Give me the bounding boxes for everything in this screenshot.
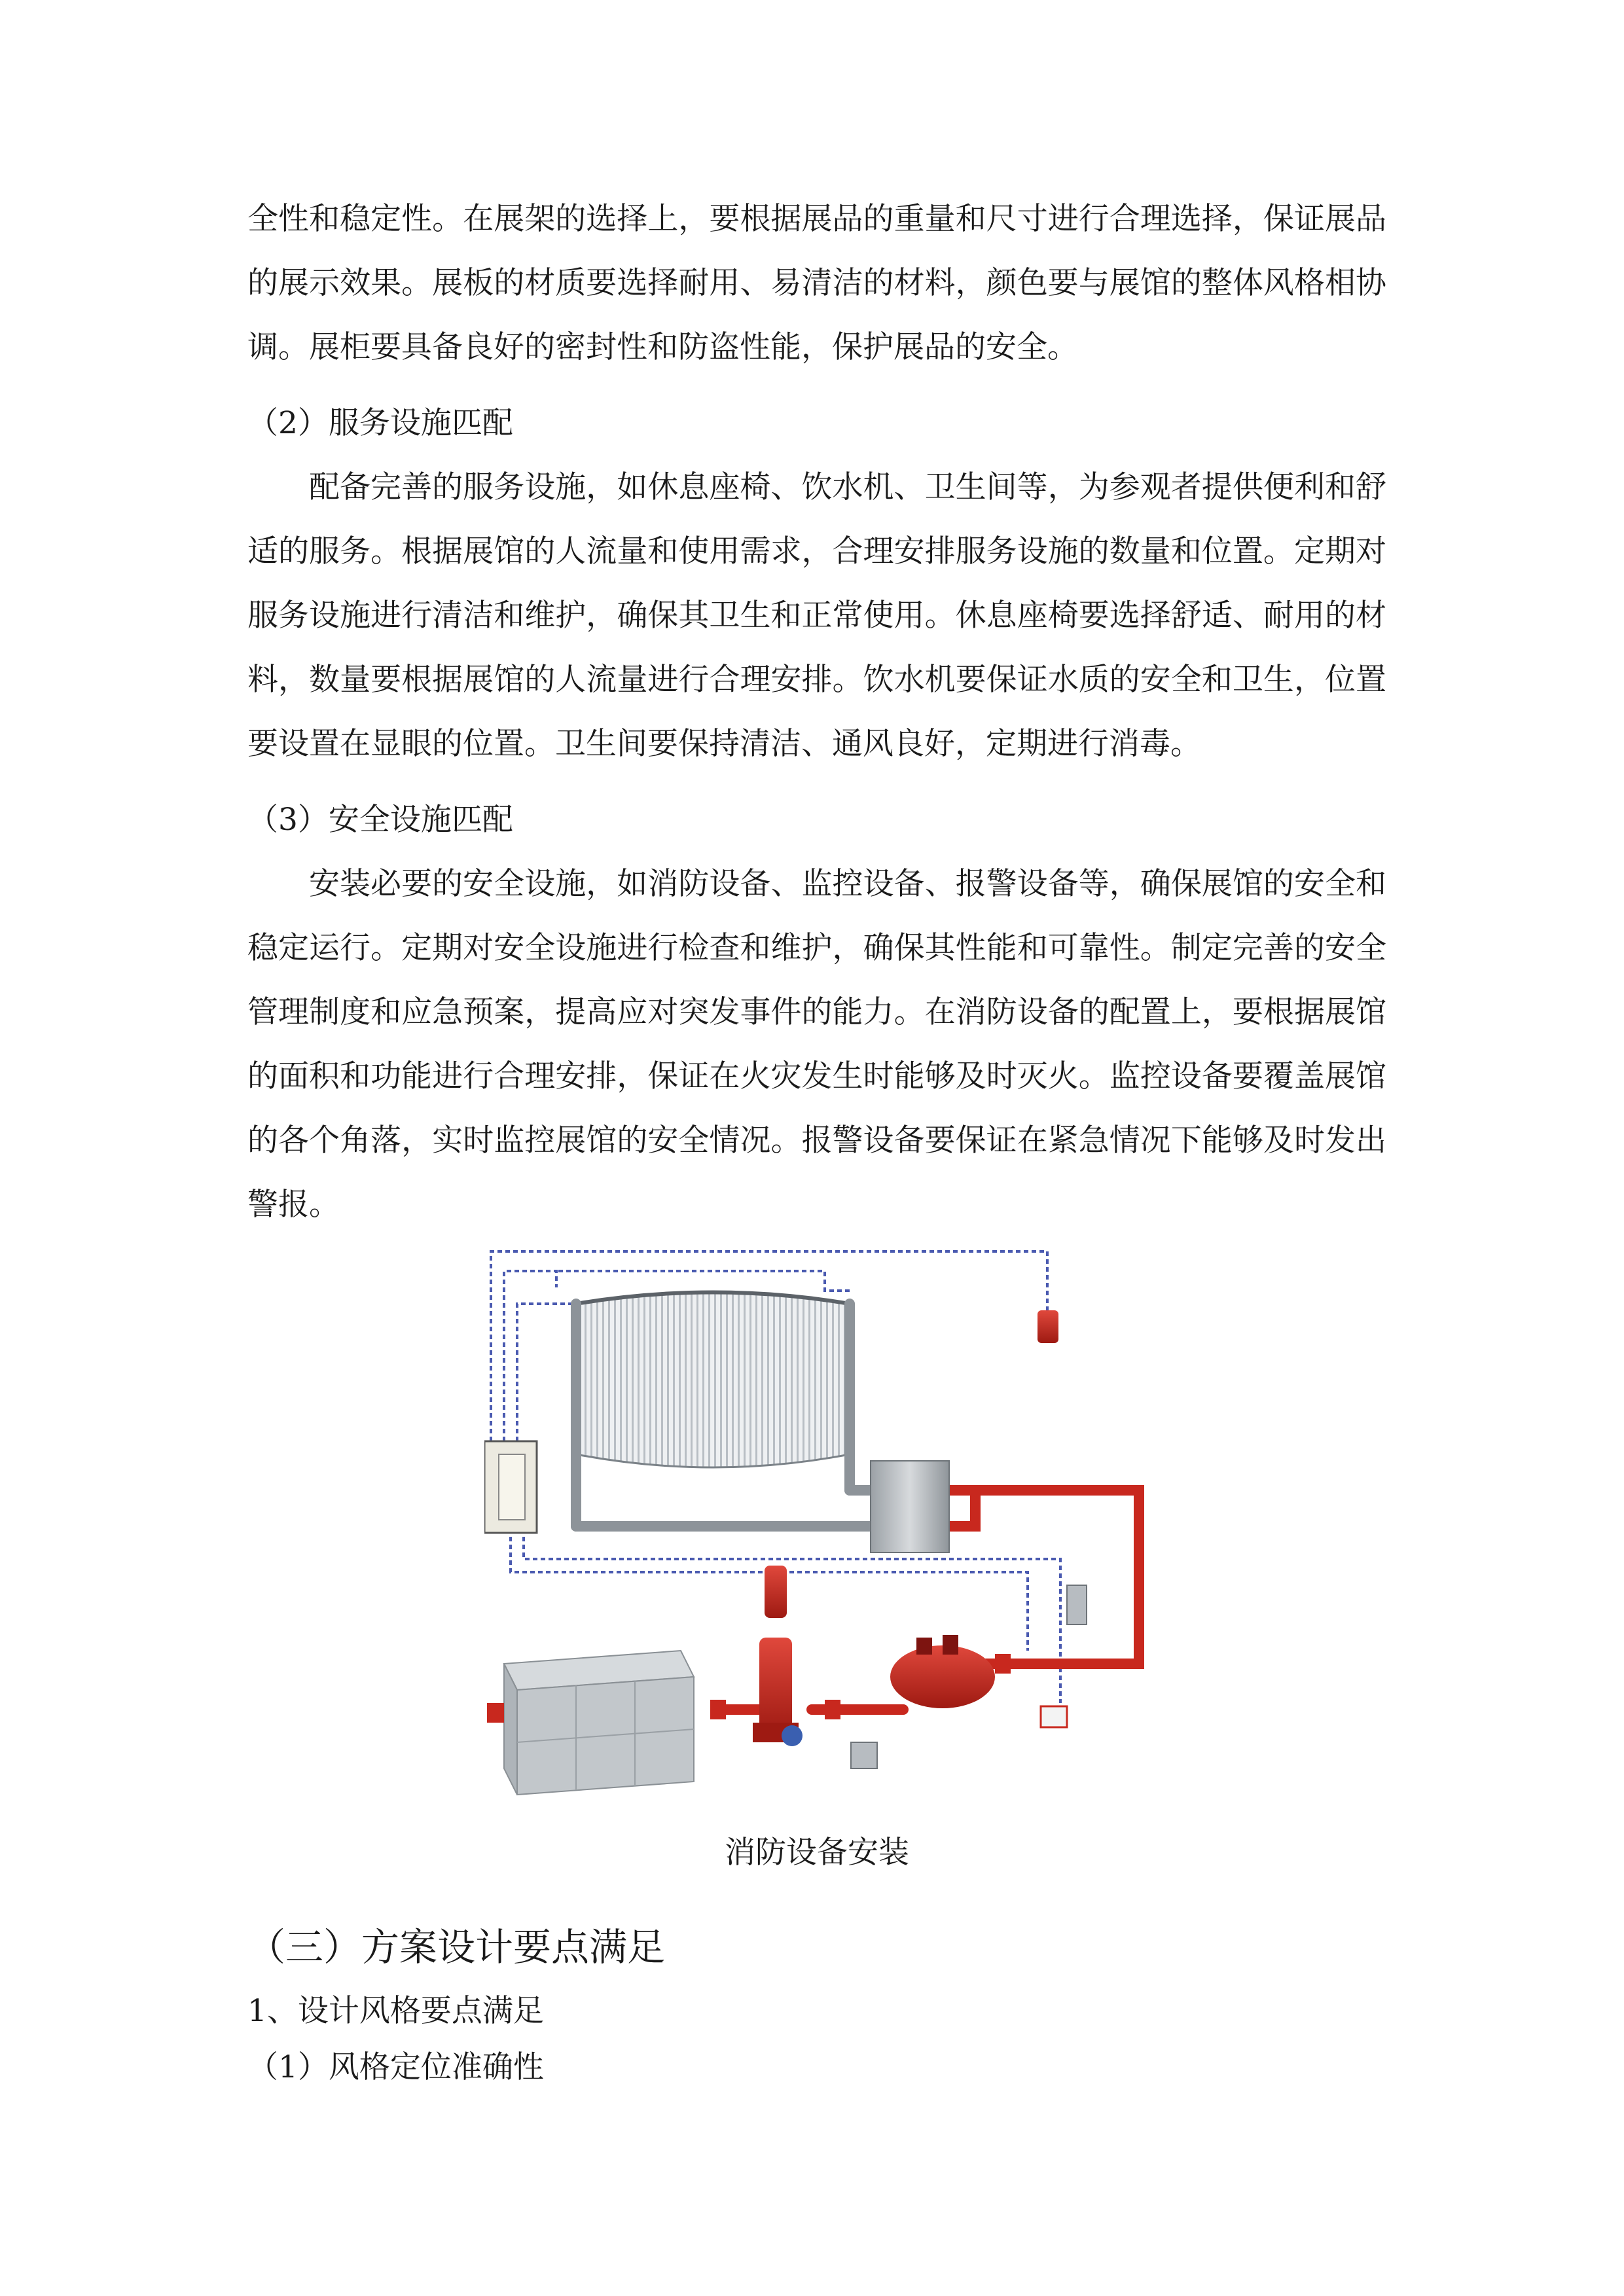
heading-service-facilities: （2）服务设施匹配 bbox=[247, 405, 513, 441]
paragraph-exhibit-display: 全性和稳定性。在展架的选择上，要根据展品的重量和尺寸进行合理选择，保证展品的展示效果。展板的材质要选择耐用、易清洁的材料，颜色要与展馆的整体风格相协调。展柜要具备良好的密封性和防盗性能，保护展品的安全。 bbox=[247, 201, 1386, 365]
paragraph-safety-facilities: 安装必要的安全设施，如消防设备、监控设备、报警设备等，确保展馆的安全和稳定运行。定期对安全设施进行检查和维护，确保其性能和可靠性。制定完善的安全管理制度和应急预案，提高应对突发事件的能力。在消防设备的配置上，要根据展馆的面积和功能进行合理安排，保证在火灾发生时能够及时灭火。监控设备要覆盖展馆的各个角落，实时监控展馆的安全情况。报警设备要保证在紧急情况下能够及时发出警报。 bbox=[247, 866, 1386, 1223]
sub-subsection-heading: （1）风格定位准确性 bbox=[247, 2049, 544, 2085]
fire-system-diagram bbox=[484, 1245, 1149, 1827]
subsection-heading: 1、设计风格要点满足 bbox=[247, 1993, 544, 2029]
figure-caption: 消防设备安装 bbox=[725, 1835, 909, 1871]
heading-safety-facilities: （3）安全设施匹配 bbox=[247, 802, 513, 838]
section-heading: （三）方案设计要点满足 bbox=[247, 1925, 666, 1969]
fire-equipment-figure bbox=[247, 1245, 1386, 1827]
paragraph-service-facilities: 配备完善的服务设施，如休息座椅、饮水机、卫生间等，为参观者提供便利和舒适的服务。根据展馆的人流量和使用需求，合理安排服务设施的数量和位置。定期对服务设施进行清洁和维护，确保其卫生和正常使用。休息座椅要选择舒适、耐用的材料，数量要根据展馆的人流量进行合理安排。饮水机要保证水质的安全和卫生，位置要设置在显眼的位置。卫生间要保持清洁、通风良好，定期进行消毒。 bbox=[247, 469, 1386, 762]
page-content bbox=[247, 187, 1386, 2096]
